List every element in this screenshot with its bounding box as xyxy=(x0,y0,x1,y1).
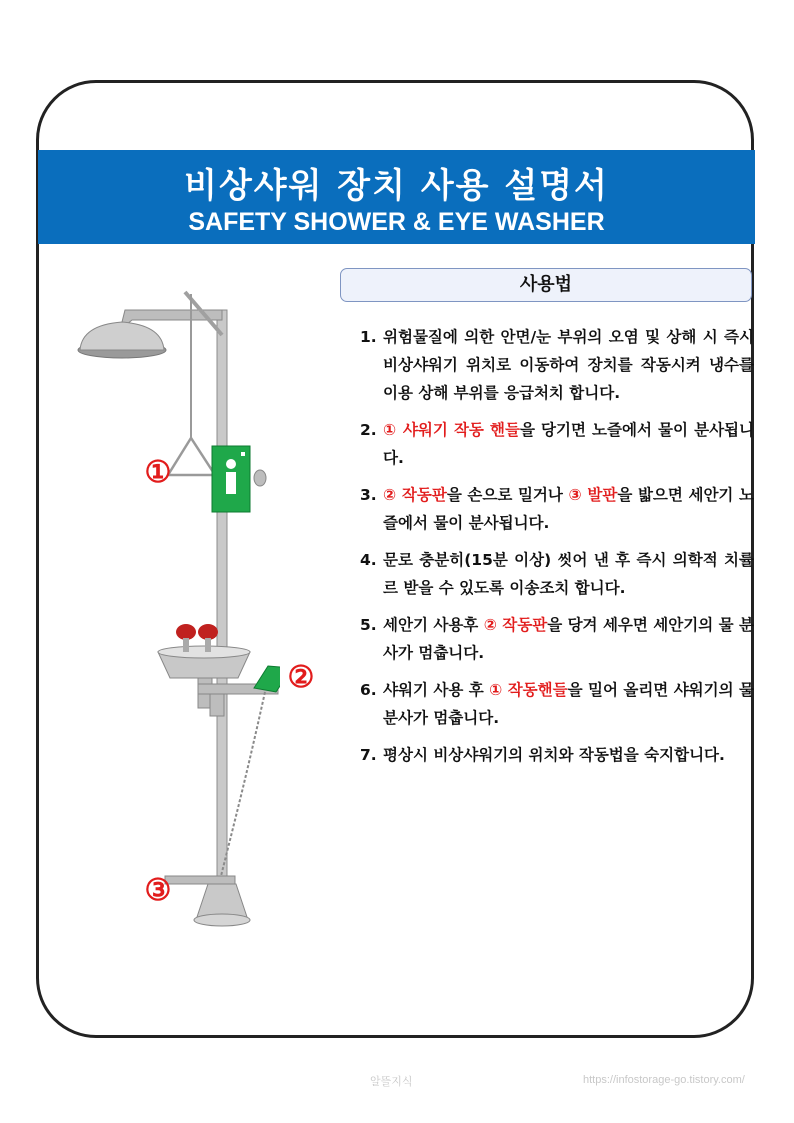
safety-shower-illustration xyxy=(60,280,280,940)
section-heading-usage: 사용법 xyxy=(340,268,752,302)
eyewash-nozzle-left xyxy=(176,624,196,640)
usage-steps-list xyxy=(360,323,754,778)
step-item: 3. ② 작동판을 손으로 밀거나 ③ 발판을 밟으면 세안기 노즐에서 물이 분사됩니다. xyxy=(360,486,754,532)
eyewash-nozzle-right xyxy=(198,624,218,640)
title-korean: 비상샤워 장치 사용 설명서 xyxy=(184,166,609,206)
title-banner xyxy=(38,150,755,244)
step-item: 7. 평상시 비상샤워기의 위치와 작동법을 숙지합니다. xyxy=(360,746,725,764)
shower-pole xyxy=(217,310,227,900)
step-item: 1. 위험물질에 의한 안면/눈 부위의 오염 및 상해 시 즉시 비상샤워기 위치로 이동하여 장치를 작동시켜 냉수를 이용 상해 부위를 응급처치 합니다. xyxy=(360,328,754,402)
step-item: 2. ① 샤워기 작동 핸들을 당기면 노즐에서 물이 분사됩니다. xyxy=(360,421,754,467)
shower-head-dome xyxy=(80,322,164,350)
push-plate xyxy=(254,666,280,692)
step-item: 6. 샤워기 사용 후 ① 작동핸들을 밀어 올리면 샤워기의 물 분사가 멈춥니다. xyxy=(360,681,754,727)
footer-watermark-left: 알뜰지식 xyxy=(370,1075,413,1088)
step-item: 4. 문로 충분히(15분 이상) 씻어 낸 후 즉시 의학적 치률르 받을 수 있도록 이송조치 합니다. xyxy=(360,551,754,597)
title-english: SAFETY SHOWER & EYE WASHER xyxy=(188,208,605,236)
callout-2: ② xyxy=(287,660,315,695)
step-item: 5. 세안기 사용후 ② 작동판을 당겨 세우면 세안기의 물 분사가 멈춥니다. xyxy=(360,616,754,662)
callout-3: ③ xyxy=(144,873,172,908)
callout-1: ① xyxy=(144,455,172,490)
footer-url: https://infostorage-go.tistory.com/ xyxy=(583,1074,745,1086)
